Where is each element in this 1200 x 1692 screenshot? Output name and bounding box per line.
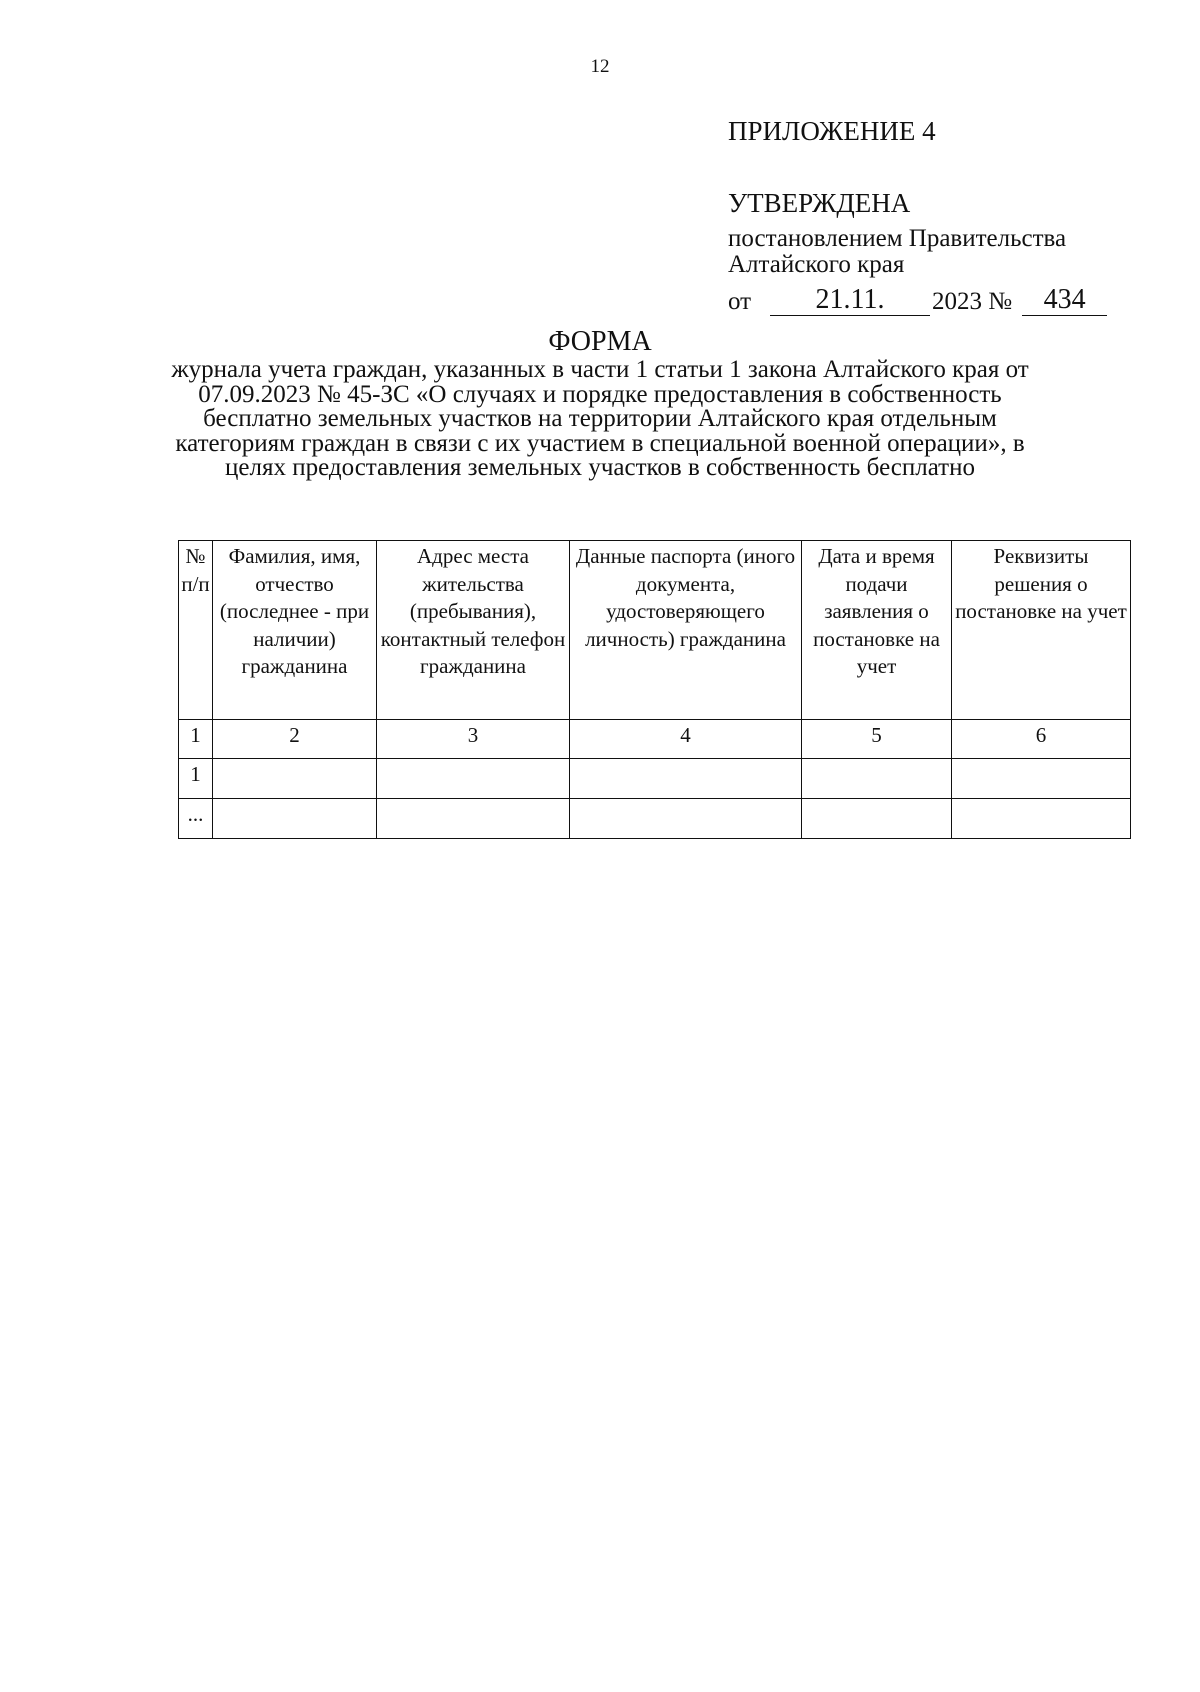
table-row (179, 799, 1131, 839)
journal-table (178, 540, 1131, 839)
header-cell: № п/п (179, 541, 213, 720)
form-description: журнала учета граждан, указанных в части 1 статьи 1 закона Алтайского края от 07.09.2023 № 45-ЗС «О случаях и порядке предоставления в собственность бесплатно земельных участков на территории Алтайского края отдельным категориям граждан в связи с их участием в специальной военной операции», в целях предоставления земельных участков в собственность бесплатно (171, 356, 1029, 481)
table-cell (802, 759, 952, 799)
header-cell: Адрес места жительства (пребывания), контактный телефон гражданина (377, 541, 570, 720)
header-cell: Дата и время подачи заявления о постановке на учет (802, 541, 952, 720)
table-cell: 1 (179, 759, 213, 799)
table-cell (213, 759, 377, 799)
column-number: 1 (179, 720, 213, 759)
table-cell (377, 799, 570, 839)
form-title: ФОРМА (548, 326, 652, 357)
column-number: 4 (570, 720, 802, 759)
page-number: 12 (590, 56, 610, 77)
column-number: 3 (377, 720, 570, 759)
appendix-label: ПРИЛОЖЕНИЕ 4 (728, 116, 936, 146)
header-cell: Данные паспорта (иного документа, удостоверяющего личность) гражданина (570, 541, 802, 720)
approval-number: 434 (1022, 285, 1107, 316)
column-number: 6 (952, 720, 1131, 759)
approval-block (728, 114, 1128, 316)
table-cell (377, 759, 570, 799)
table-cell (952, 759, 1131, 799)
table-cell (570, 799, 802, 839)
approval-text: постановлением Правительства Алтайского края (728, 225, 1067, 278)
approval-date: 21.11. (770, 285, 930, 316)
from-label: от (728, 288, 752, 315)
table-cell (213, 799, 377, 839)
table-cell (802, 799, 952, 839)
table-cell: ... (179, 799, 213, 839)
approval-date-line (728, 282, 1128, 316)
column-number: 5 (802, 720, 952, 759)
header-cell: Фамилия, имя, отчество (последнее - при наличии) гражданина (213, 541, 377, 720)
approved-label: УТВЕРЖДЕНА (728, 188, 911, 218)
approval-year: 2023 № (932, 288, 1013, 315)
header-cell: Реквизиты решения о постановке на учет (952, 541, 1131, 720)
table-cell (952, 799, 1131, 839)
table-row (179, 759, 1131, 799)
column-number-row (179, 720, 1131, 759)
table-header-row (179, 541, 1131, 720)
column-number: 2 (213, 720, 377, 759)
table-cell (570, 759, 802, 799)
